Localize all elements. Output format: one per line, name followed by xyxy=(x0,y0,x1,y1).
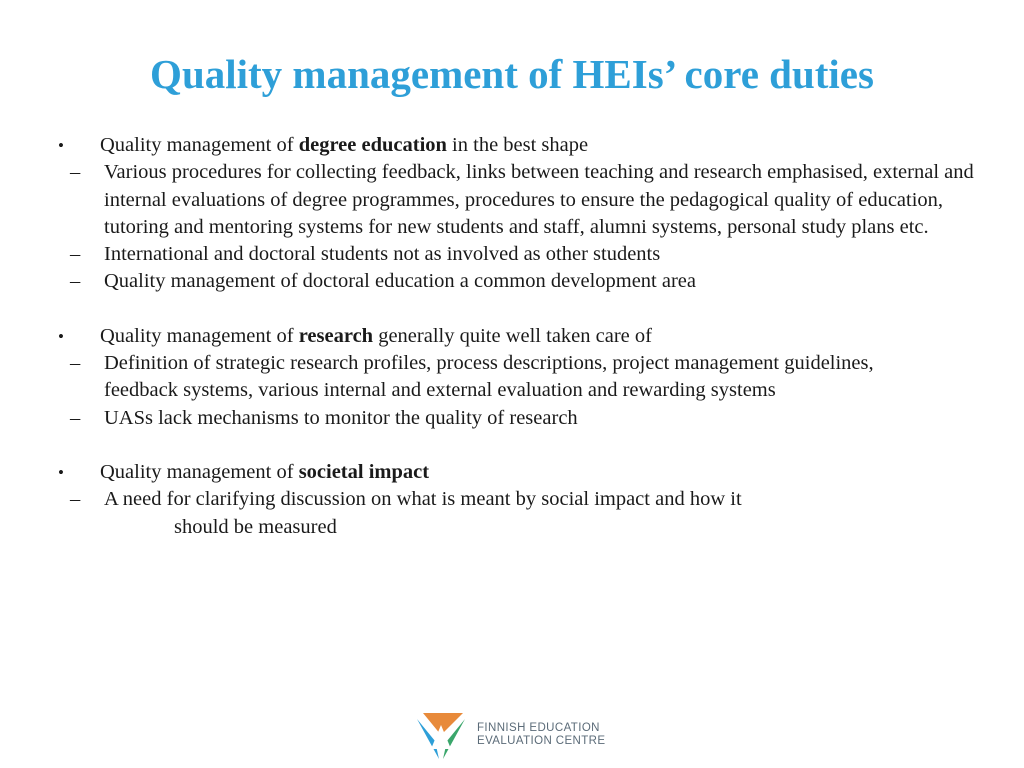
feec-logo-text xyxy=(477,722,605,748)
sub-list xyxy=(58,350,988,432)
slide-title: Quality management of HEIs’ core duties xyxy=(150,51,874,97)
bullet-lead-text: Quality management of research generally quite well taken care of xyxy=(100,324,652,347)
bullet-marker: • xyxy=(58,136,64,155)
sub-item: – Various procedures for collecting feedback, links between teaching and research emphasised, external and internal evaluations of degree programmes, procedures to ensure the pedagogical quality of education, tutoring and mentoring systems for new students and staff, alumni systems, personal study plans etc. xyxy=(70,161,974,238)
sub-item: – A need for clarifying discussion on what is meant by social impact and how it should be measured xyxy=(58,486,988,541)
bullet-marker: • xyxy=(58,462,64,482)
bullet-keyword: degree education xyxy=(298,134,447,156)
bullet-societal-impact xyxy=(58,459,988,486)
bullet-marker: • xyxy=(58,326,64,346)
bullet-research xyxy=(58,323,988,350)
bullet-keyword: societal impact xyxy=(298,460,430,483)
sub-item: – International and doctoral students not as involved as other students xyxy=(70,243,661,266)
feec-logo-mark-icon xyxy=(415,711,467,761)
bullet-lead-text: Quality management of degree education in the best shape xyxy=(100,134,589,156)
sub-list xyxy=(58,159,988,295)
sub-item: – Definition of strategic research profiles, process descriptions, project management guidelines, feedback systems, various internal and external evaluation and rewarding systems xyxy=(70,352,874,402)
sub-list xyxy=(58,486,988,541)
sub-item: – Quality management of doctoral education a common development area xyxy=(70,270,696,293)
sub-item: – UASs lack mechanisms to monitor the quality of research xyxy=(70,406,578,429)
bullet-keyword: research xyxy=(298,324,374,347)
logo-line-2: EVALUATION CENTRE xyxy=(477,735,606,747)
sub-item-continuation: should be measured xyxy=(174,515,337,538)
bullet-degree-education xyxy=(58,132,988,159)
slide-body xyxy=(58,132,988,541)
bullet-lead-text: Quality management of societal impact xyxy=(100,460,430,483)
logo-line-1: FINNISH EDUCATION xyxy=(477,722,600,734)
feec-logo xyxy=(415,711,615,761)
